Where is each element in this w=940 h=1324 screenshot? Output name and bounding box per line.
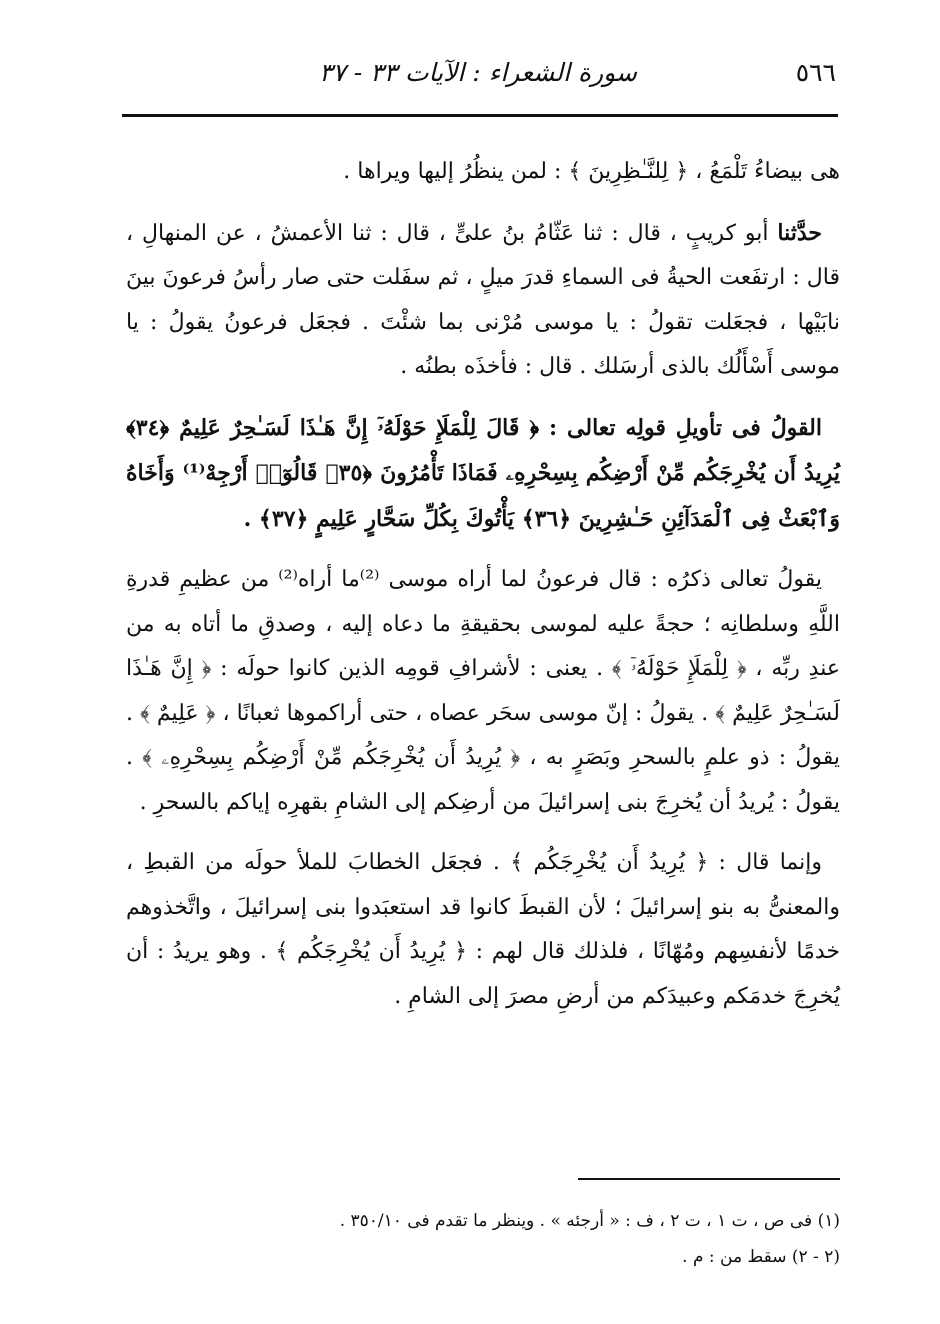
- page-number: ٥٦٦: [795, 58, 836, 87]
- paragraph-text: هى بيضاءُ تَلْمَعُ ، ﴿ لِلنَّـٰظِرِينَ ﴾ : لمن ينظُرُ إليها ويراها .: [343, 159, 840, 184]
- footnote-2: (٢ - ٢) سقط من : م .: [682, 1247, 840, 1267]
- footnotes: [126, 1203, 840, 1275]
- paragraph-3: [126, 406, 840, 543]
- header-rule: [122, 114, 838, 117]
- running-title: سورة الشعراء : الآيات ٣٣ - ٣٧: [318, 58, 638, 87]
- page-header: [120, 50, 836, 90]
- paragraph-text: يقولُ تعالى ذكرُه : قال فرعونُ لما أراه موسى ⁽²⁾ما أراه⁽²⁾ من عظيمِ قدرةِ اللَّهِ وسلطانِه ؛ حجةً عليه لموسى بحقيقةِ ما دعاه إليه ، وصدقِ ما أتاه به من عندِ ربِّه ، ﴿ لِلْمَلَإِ حَوْلَهُۥٓ ﴾ . يعنى : لأشرافِ قومِه الذين كانوا حولَه : ﴿ إِنَّ هَـٰذَا لَسَـٰحِرٌ عَلِيمٌ ﴾ . يقولُ : إنّ موسى سحَر عصاه ، حتى أراكموها ثعبانًا ، ﴿ عَلِيمٌ ﴾ . يقولُ : ذو علمٍ بالسحرِ وبَصَرٍ به ، ﴿ يُرِيدُ أَن يُخْرِجَكُم مِّنْ أَرْضِكُم بِسِحْرِهِۦ ﴾ . يقولُ : يُريدُ أن يُخرِجَ بنى إسرائيلَ من أرضِكم إلى الشامِ بقهرِه إياكم بالسحرِ .: [126, 567, 840, 815]
- paragraph-4: [126, 558, 840, 825]
- paragraph-2: [126, 211, 840, 390]
- paragraph-5: [126, 841, 840, 1019]
- main-text: [126, 150, 840, 1035]
- paragraph-text: وإنما قال : ﴿ يُرِيدُ أَن يُخْرِجَكُم ﴾ . فجعَل الخطابَ للملأ حولَه من القبطِ ، والمعنىُّ به بنو إسرائيلَ ؛ لأن القبطَ كانوا قد استعبَدوا بنى إسرائيلَ ، واتَّخذوهم خدمًا لأنفسِهم ومُهّانًا ، فلذلك قال لهم : ﴿ يُرِيدُ أَن يُخْرِجَكُم ﴾ . وهو يريدُ : أن يُخرِجَ خدمَكم وعبيدَكم من أرضِ مصرَ إلى الشامِ .: [126, 850, 840, 1009]
- paragraph-1: [126, 150, 840, 195]
- paragraph-text: أبو كريبٍ ، قال : ثنا عَثّامُ بنُ علىٍّ ، قال : ثنا الأعمشُ ، عن المنهالِ ، قال : ارتفَعت الحيةُ فى السماءِ قدرَ ميلٍ ، ثم سفَلت حتى صار رأسُ فرعونَ بينَ نابَيْها ، فجعَلت تقولُ : يا موسى مُرْنى بما شئْتَ . فجعَل فرعونُ يقولُ : يا موسى أَسْأَلُك بالذى أرسَلك . قال : فأخذَه بطنُه .: [126, 220, 840, 379]
- paragraph-text: : ﴿ قَالَ لِلْمَلَإِ حَوْلَهُۥٓ إِنَّ هَـٰذَا لَسَـٰحِرٌ عَلِيمٌ ﴿٣٤﴾ يُرِيدُ أَن يُخْرِجَكُم مِّنْ أَرْضِكُم بِسِحْرِهِۦ فَمَاذَا تَأْمُرُونَ ﴿٣٥﴾ قَالُوٓا۟ أَرْجِهْ⁽¹⁾ وَأَخَاهُ وَٱبْعَثْ فِى ٱلْمَدَآئِنِ حَـٰشِرِينَ ﴿٣٦﴾ يَأْتُوكَ بِكُلِّ سَحَّارٍ عَلِيمٍ ﴿٣٧﴾ .: [126, 414, 840, 532]
- footnote-rule: [578, 1178, 840, 1180]
- paragraph-lead: القولُ فى تأويلِ قولِه تعالى: [567, 414, 822, 441]
- footnote-1: (١) فى ص ، ت ١ ، ت ٢ ، ف : « أرجئه » . وينظر ما تقدم فى ٣٥٠/١٠ .: [339, 1211, 840, 1231]
- paragraph-lead: حدَّثنا: [777, 219, 822, 246]
